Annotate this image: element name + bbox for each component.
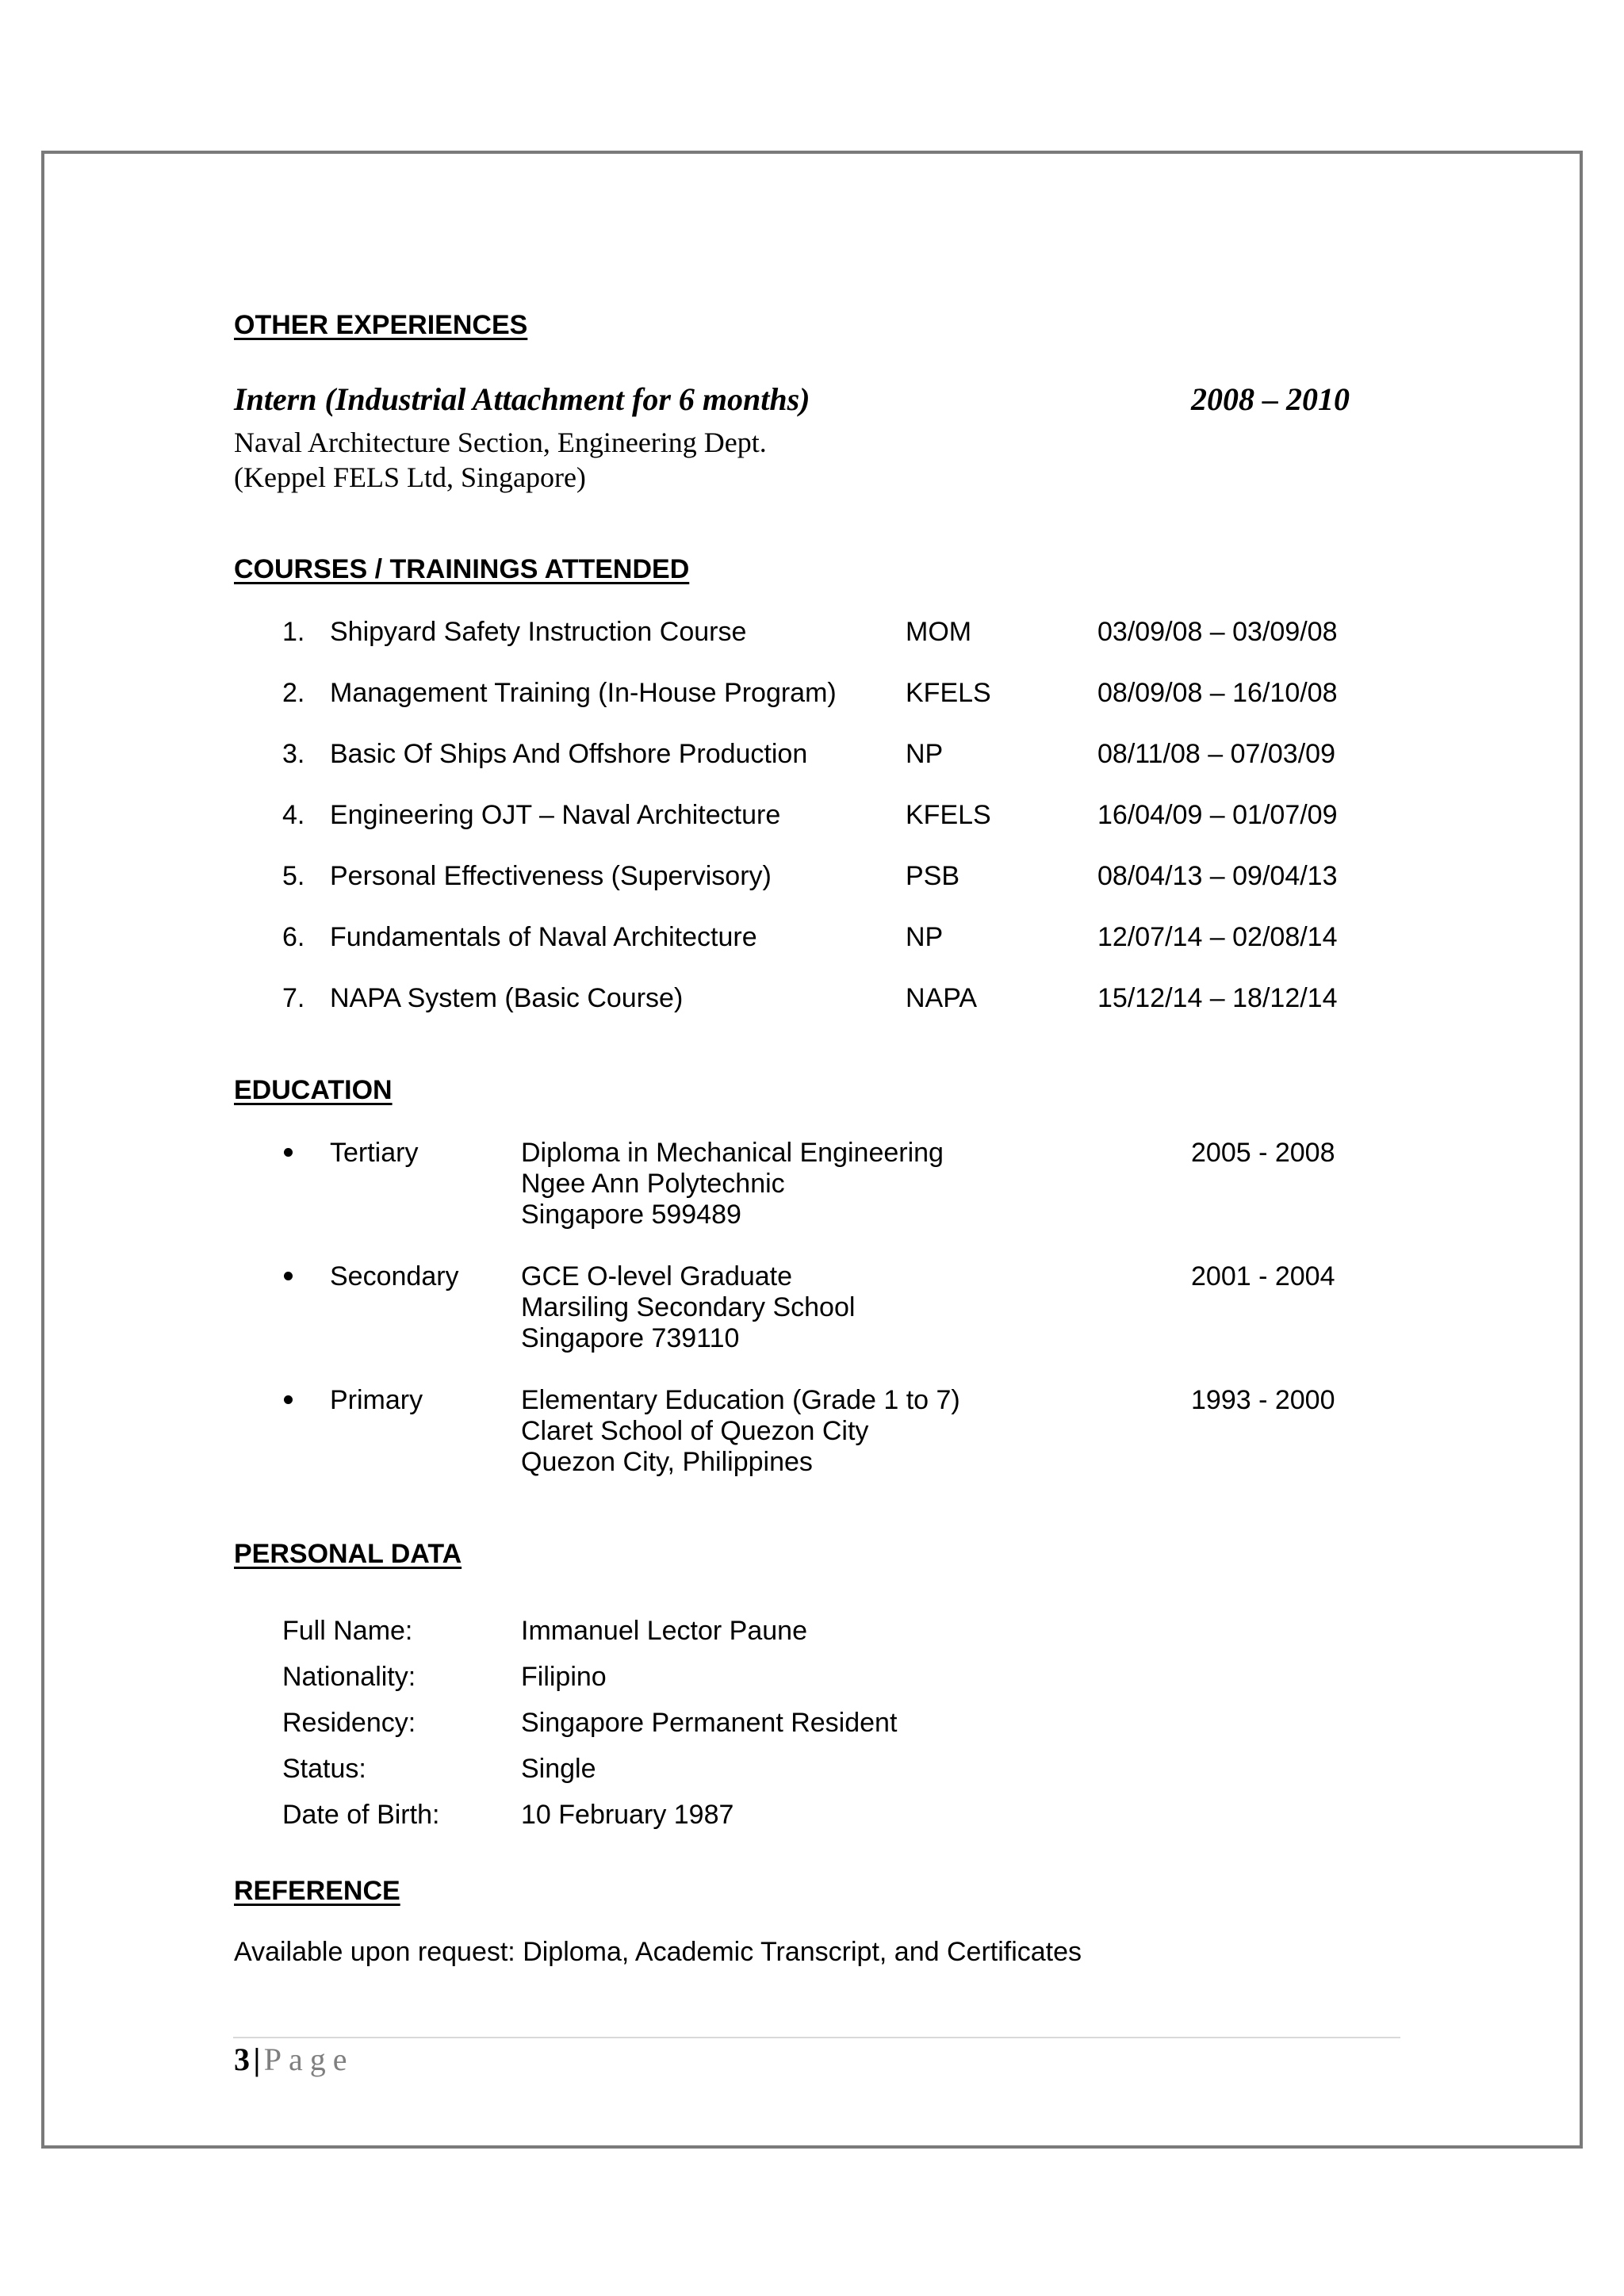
course-organization: KFELS	[906, 800, 991, 830]
education-location: Singapore 599489	[521, 1200, 741, 1230]
personal-data-value: 10 February 1987	[521, 1800, 734, 1830]
course-name: NAPA System (Basic Course)	[330, 983, 684, 1013]
bullet-icon	[284, 1272, 293, 1280]
personal-data-value: Filipino	[521, 1662, 607, 1692]
course-dates: 16/04/09 – 01/07/09	[1097, 800, 1338, 830]
course-organization: NAPA	[906, 983, 978, 1013]
education-level: Tertiary	[330, 1138, 419, 1168]
course-organization: MOM	[906, 617, 972, 647]
course-number: 7.	[282, 983, 305, 1013]
course-name: Shipyard Safety Instruction Course	[330, 617, 747, 647]
reference-text: Available upon request: Diploma, Academic Transcript, and Certificates	[234, 1937, 1082, 1967]
education-level: Primary	[330, 1385, 423, 1415]
course-organization: KFELS	[906, 678, 991, 708]
course-name: Basic Of Ships And Offshore Production	[330, 739, 808, 769]
experience-company: (Keppel FELS Ltd, Singapore)	[234, 461, 586, 493]
course-dates: 15/12/14 – 18/12/14	[1097, 983, 1338, 1013]
bullet-icon	[284, 1148, 293, 1157]
education-location: Quezon City, Philippines	[521, 1447, 813, 1477]
other-experiences-heading: OTHER EXPERIENCES	[234, 310, 528, 340]
course-dates: 03/09/08 – 03/09/08	[1097, 617, 1338, 647]
personal-data-label: Full Name:	[282, 1616, 413, 1646]
education-years: 2005 - 2008	[1191, 1138, 1335, 1168]
personal-data-label: Date of Birth:	[282, 1800, 440, 1830]
personal-data-label: Residency:	[282, 1708, 416, 1738]
reference-heading: REFERENCE	[234, 1876, 400, 1906]
education-level: Secondary	[330, 1261, 459, 1292]
education-qualification: Elementary Education (Grade 1 to 7)	[521, 1385, 960, 1415]
personal-data-heading: PERSONAL DATA	[234, 1539, 462, 1569]
education-years: 1993 - 2000	[1191, 1385, 1335, 1415]
education-location: Singapore 739110	[521, 1323, 740, 1353]
education-school: Claret School of Quezon City	[521, 1416, 869, 1446]
course-dates: 08/04/13 – 09/04/13	[1097, 861, 1338, 891]
education-qualification: GCE O-level Graduate	[521, 1261, 793, 1292]
personal-data-value: Singapore Permanent Resident	[521, 1708, 898, 1738]
course-number: 5.	[282, 861, 305, 891]
course-dates: 08/09/08 – 16/10/08	[1097, 678, 1338, 708]
page-footer	[234, 2041, 354, 2078]
bullet-icon	[284, 1395, 293, 1404]
education-qualification: Diploma in Mechanical Engineering	[521, 1138, 944, 1168]
course-number: 4.	[282, 800, 305, 830]
personal-data-value: Immanuel Lector Paune	[521, 1616, 807, 1646]
page-number: 3	[234, 2042, 250, 2077]
course-name: Engineering OJT – Naval Architecture	[330, 800, 781, 830]
personal-data-value: Single	[521, 1754, 596, 1784]
education-years: 2001 - 2004	[1191, 1261, 1335, 1292]
course-number: 2.	[282, 678, 305, 708]
experience-title: Intern (Industrial Attachment for 6 months)	[234, 381, 810, 417]
education-school: Ngee Ann Polytechnic	[521, 1169, 785, 1199]
course-organization: PSB	[906, 861, 960, 891]
page-separator: |	[253, 2042, 261, 2077]
course-number: 1.	[282, 617, 305, 647]
education-school: Marsiling Secondary School	[521, 1292, 856, 1322]
course-organization: NP	[906, 922, 944, 952]
course-dates: 12/07/14 – 02/08/14	[1097, 922, 1338, 952]
course-number: 6.	[282, 922, 305, 952]
course-dates: 08/11/08 – 07/03/09	[1097, 739, 1335, 769]
course-number: 3.	[282, 739, 305, 769]
experience-period: 2008 – 2010	[1191, 381, 1350, 417]
courses-heading: COURSES / TRAININGS ATTENDED	[234, 554, 690, 584]
page-label: Page	[263, 2042, 354, 2077]
personal-data-label: Status:	[282, 1754, 366, 1784]
experience-department: Naval Architecture Section, Engineering Dept.	[234, 427, 767, 458]
course-name: Personal Effectiveness (Supervisory)	[330, 861, 772, 891]
course-name: Management Training (In-House Program)	[330, 678, 837, 708]
footer-divider	[233, 2037, 1400, 2038]
course-organization: NP	[906, 739, 944, 769]
education-heading: EDUCATION	[234, 1075, 393, 1105]
personal-data-label: Nationality:	[282, 1662, 416, 1692]
course-name: Fundamentals of Naval Architecture	[330, 922, 757, 952]
